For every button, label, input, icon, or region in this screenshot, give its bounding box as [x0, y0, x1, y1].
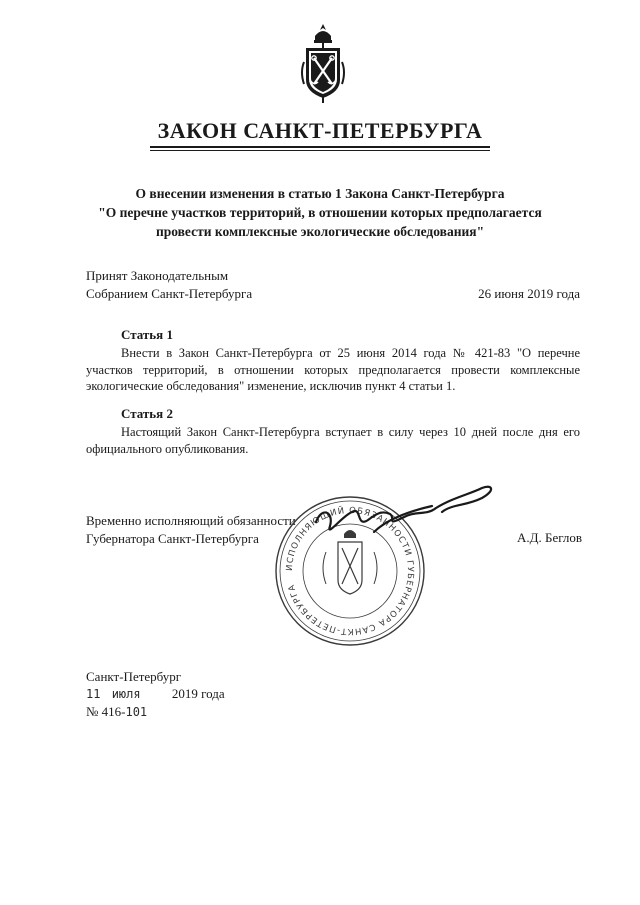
- footer-number: [86, 703, 225, 721]
- adoption-date: 26 июня 2019 года: [478, 286, 580, 301]
- official-seal-icon: [256, 476, 516, 654]
- law-subject: [60, 184, 580, 241]
- footer-year: 2019 года: [171, 686, 225, 701]
- article-1-title: Статья 1: [121, 327, 173, 342]
- article-1-text: Внести в Закон Санкт-Петербурга от 25 июня 2014 года № 421-83 "О перечне участков территорий, в отношении которых предполагается провести комплексные экологические обследования" изменение, исключив пункт 4 статьи 1.: [86, 346, 580, 393]
- seal-text: ИСПОЛНЯЮЩИЙ ОБЯЗАННОСТИ ГУБЕРНАТОРА САНКТ-ПЕТЕРБУРГА: [284, 505, 416, 637]
- article-2-text: Настоящий Закон Санкт-Петербурга вступает в силу через 10 дней после дня его официального опубликования.: [86, 425, 580, 456]
- footer-day: 11: [86, 687, 101, 701]
- document-footer: [86, 668, 225, 721]
- subject-line: "О перечне участков территорий, в отношении которых предполагается: [98, 205, 542, 220]
- signatory-position-line: Временно исполняющий обязанности: [86, 513, 296, 528]
- footer-date: [86, 685, 225, 703]
- document-title: ЗАКОН САНКТ-ПЕТЕРБУРГА: [157, 118, 483, 143]
- title-rule-thin: [150, 150, 490, 151]
- footer-city: Санкт-Петербург: [86, 669, 182, 684]
- article-2-title: Статья 2: [121, 406, 173, 421]
- subject-line: провести комплексные экологические обследования": [155, 224, 485, 239]
- signatory-position-line: Губернатора Санкт-Петербурга: [86, 531, 259, 546]
- subject-line: О внесении изменения в статью 1 Закона Санкт-Петербурга: [135, 186, 505, 201]
- footer-number-prefix: № 416-: [86, 704, 126, 719]
- title-rule-thick: [150, 146, 490, 148]
- coat-of-arms-icon: [296, 22, 350, 108]
- signatory-name: А.Д. Беглов: [517, 530, 583, 545]
- adoption-line: Принят Законодательным: [86, 268, 229, 283]
- adoption-statement: [86, 267, 252, 303]
- adoption-line: Собранием Санкт-Петербурга: [86, 286, 253, 301]
- footer-month: июля: [111, 687, 141, 701]
- footer-number-suffix: 101: [125, 705, 148, 719]
